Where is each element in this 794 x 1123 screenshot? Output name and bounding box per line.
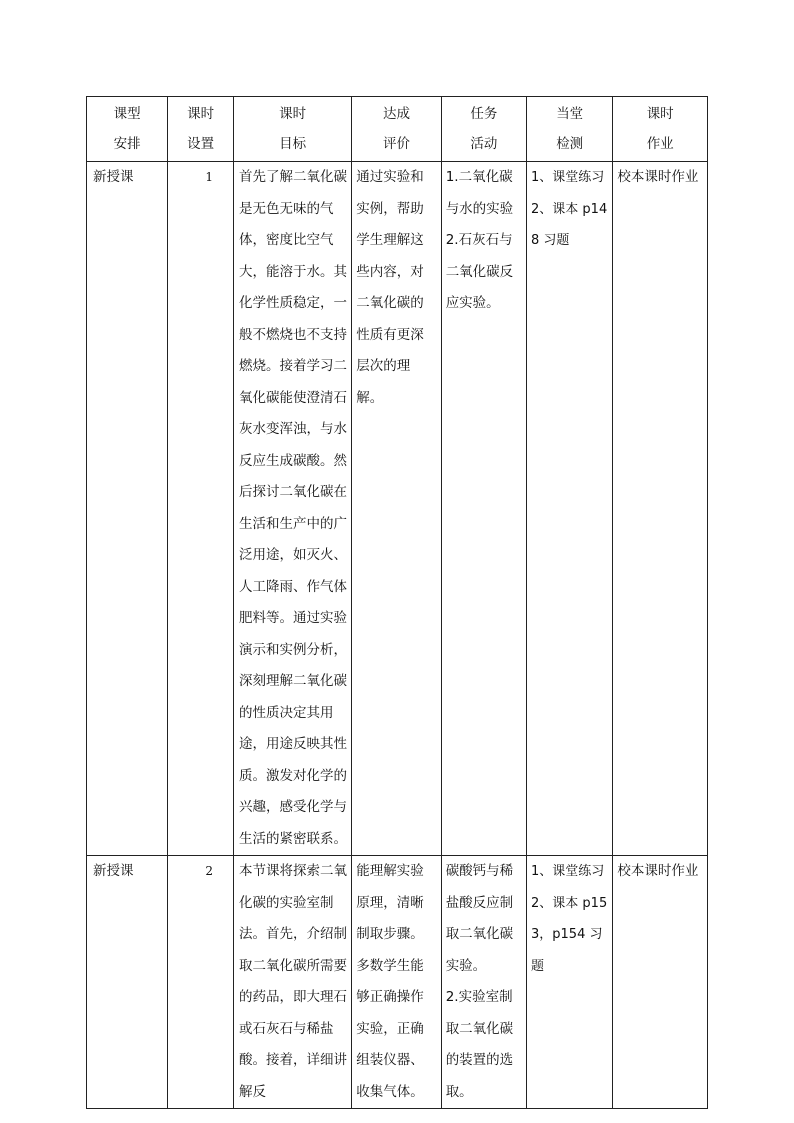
task-cell bbox=[441, 856, 526, 1109]
task-cell bbox=[441, 162, 526, 856]
homework-cell: 校本课时作业 bbox=[613, 162, 708, 856]
header-lesson-type: 课型 安排 bbox=[87, 97, 168, 162]
header-task-activity: 任务 活动 bbox=[441, 97, 526, 162]
task-item: 碳酸钙与稀盐酸反应制取二氧化碳实验。 bbox=[445, 863, 514, 974]
homework-cell: 校本课时作业 bbox=[613, 856, 708, 1109]
test-item: 1、课堂练习 bbox=[531, 864, 605, 879]
goal-cell: 本节课将探索二氧化碳的实验室制法。首先，介绍制取二氧化碳所需要的药品，即大理石或石灰石与稀盐酸。接着，详细讲解反 bbox=[234, 856, 352, 1109]
lesson-plan-table bbox=[86, 96, 708, 1109]
test-item: 2、课本 p153，p154 习题 bbox=[531, 895, 608, 974]
test-cell bbox=[527, 162, 613, 856]
evaluation-cell: 通过实验和实例，帮助学生理解这些内容，对二氧化碳的性质有更深层次的理解。 bbox=[352, 162, 441, 856]
header-evaluation: 达成 评价 bbox=[352, 97, 441, 162]
task-item: 2.实验室制取二氧化碳的装置的选取。 bbox=[445, 989, 514, 1100]
task-item: 2.石灰石与二氧化碳反应实验。 bbox=[445, 232, 514, 311]
header-homework: 课时 作业 bbox=[613, 97, 708, 162]
header-period-goal: 课时 目标 bbox=[234, 97, 352, 162]
evaluation-cell: 能理解实验原理，清晰制取步骤。多数学生能够正确操作实验，正确组装仪器、收集气体。 bbox=[352, 856, 441, 1109]
lesson-type-cell: 新授课 bbox=[87, 162, 168, 856]
test-cell bbox=[527, 856, 613, 1109]
table-row bbox=[87, 162, 708, 856]
test-item: 1、课堂练习 bbox=[531, 170, 605, 185]
period-number-cell: 1 bbox=[168, 162, 234, 856]
header-in-class-test: 当堂 检测 bbox=[527, 97, 613, 162]
task-item: 1.二氧化碳与水的实验 bbox=[445, 169, 514, 217]
lesson-type-cell: 新授课 bbox=[87, 856, 168, 1109]
goal-cell: 首先了解二氧化碳是无色无味的气体，密度比空气大，能溶于水。其化学性质稳定，一般不燃烧也不支持燃烧。接着学习二氧化碳能使澄清石灰水变浑浊，与水反应生成碳酸。然后探讨二氧化碳在生活和生产中的广泛用途，如灭火、人工降雨、作气体肥料等。通过实验演示和实例分析，深刻理解二氧化碳的性质决定其用途，用途反映其性质。激发对化学的兴趣，感受化学与生活的紧密联系。 bbox=[234, 162, 352, 856]
test-item: 2、课本 p148 习题 bbox=[531, 201, 608, 248]
table-row bbox=[87, 856, 708, 1109]
table-header-row bbox=[87, 97, 708, 162]
period-number-cell: 2 bbox=[168, 856, 234, 1109]
header-period-setting: 课时 设置 bbox=[168, 97, 234, 162]
